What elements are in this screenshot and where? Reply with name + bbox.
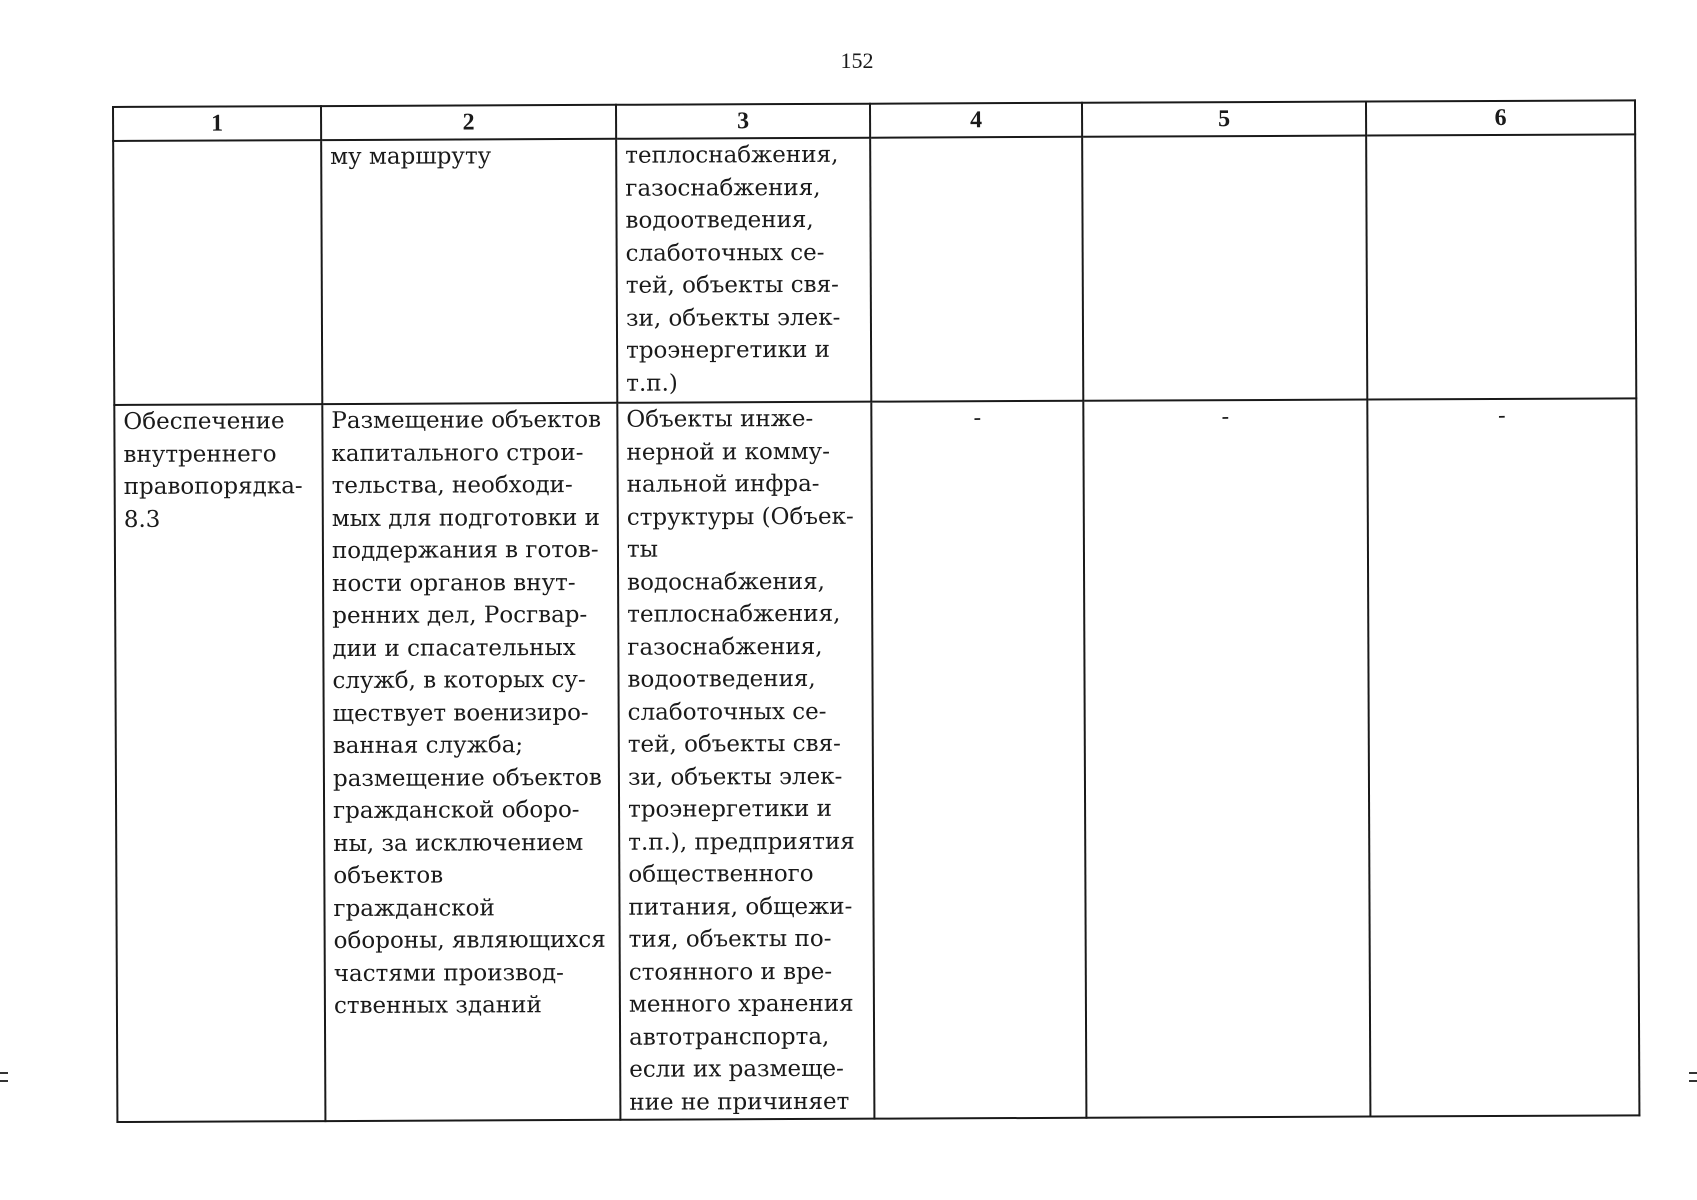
page-number: 152 — [840, 48, 874, 73]
table-cell — [1367, 398, 1639, 1116]
table-row — [113, 134, 1636, 405]
cell-text: теплоснабжения, газоснабжения, водоотведения, слаботочных се- тей, объекты свя- зи, объекты элек- троэнергетики и т.п.) — [625, 141, 841, 397]
scan-edge-mark — [0, 1080, 8, 1082]
column-header-6: 6 — [1366, 100, 1635, 135]
land-use-table — [112, 99, 1640, 1123]
table-cell — [321, 139, 617, 404]
cell-text — [122, 141, 312, 142]
column-header-5: 5 — [1082, 102, 1366, 137]
table-row — [114, 398, 1639, 1122]
cell-text: - — [1497, 402, 1506, 429]
cell-text: - — [973, 405, 982, 432]
column-header-2: 2 — [321, 105, 616, 140]
table-cell — [1082, 136, 1367, 401]
table-cell — [617, 402, 874, 1120]
cell-text: Объекты инже- нерной и комму- нальной инфра- структуры (Объек- ты водоснабжения, теплоснабжения, газоснабжения, водоотведения, слаботочных се- тей, объекты свя- зи, объекты элек- троэнергетики и т.п.), предприятия общественного питания, общежи- тия, объекты по- стоянного и вре- менного хранения автотранспорта, если их размеще- ние не причиняет — [626, 405, 855, 1116]
scan-edge-mark — [1689, 1080, 1697, 1082]
cell-text: му маршруту — [330, 143, 492, 171]
table-cell — [1366, 134, 1636, 399]
column-header-4: 4 — [870, 103, 1082, 138]
cell-text: Размещение объектов капитального строи- тельства, необходи- мых для подготовки и поддержания в готов- ности органов внут- ренних дел, Росгвар- дии и спасательных служб, в которых су- ществует военизиро- ванная служба; размещение объектов гражданской оборо- ны, за исключением объектов гражданской обороны, являющихся частями производ- ственных зданий — [331, 406, 606, 1020]
column-header-1: 1 — [113, 106, 321, 141]
table-cell — [616, 138, 871, 403]
table-cell — [1083, 400, 1370, 1118]
cell-text — [879, 138, 1073, 139]
cell-text: Обеспечение внутреннего правопорядка- 8.3 — [123, 408, 303, 533]
table-cell — [114, 404, 325, 1122]
scan-edge-mark — [1689, 1072, 1697, 1074]
column-header-3: 3 — [616, 104, 870, 139]
table-cell — [870, 137, 1083, 402]
cell-text — [1091, 137, 1357, 138]
cell-text: - — [1221, 404, 1230, 431]
table-cell — [322, 403, 620, 1121]
table-cell — [871, 401, 1086, 1119]
cell-text — [1375, 135, 1626, 136]
table-cell — [113, 140, 322, 405]
scan-edge-mark — [0, 1072, 8, 1074]
